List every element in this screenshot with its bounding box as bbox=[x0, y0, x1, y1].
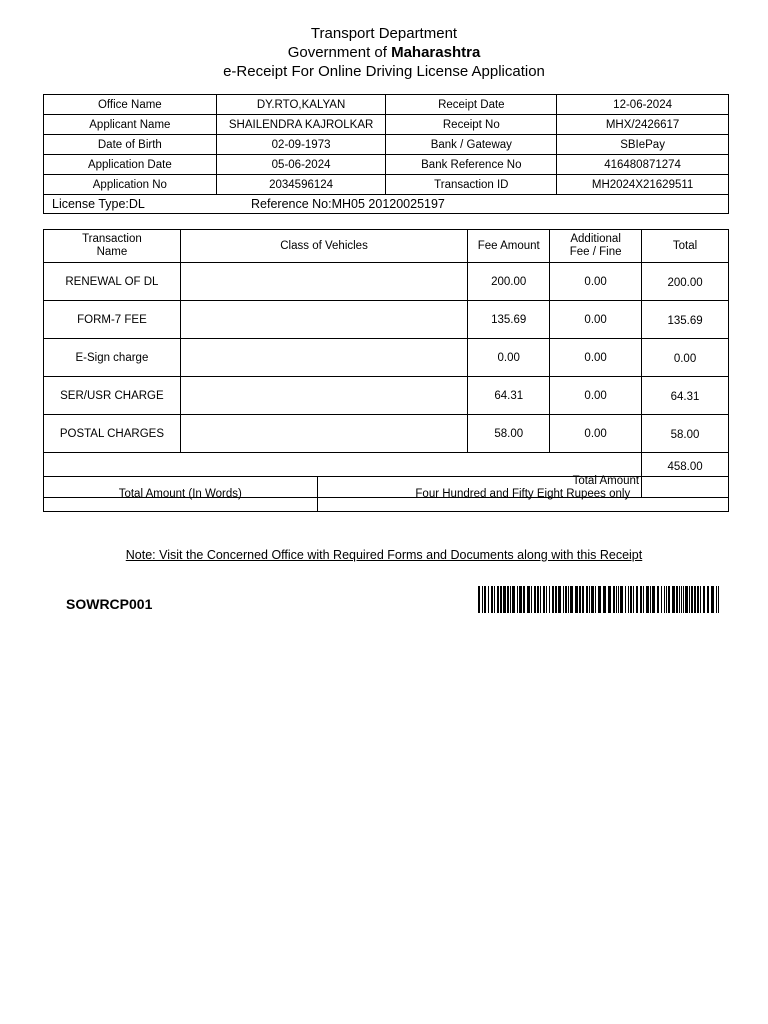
info-row bbox=[44, 95, 729, 115]
department-title: Transport Department bbox=[310, 25, 458, 42]
barcode-icon bbox=[478, 586, 720, 613]
transaction-name: POSTAL CHARGES bbox=[44, 415, 181, 453]
total-amount-value: 458.00 bbox=[642, 453, 729, 498]
fee-column-header: Total bbox=[642, 230, 729, 263]
fee-row bbox=[44, 263, 729, 301]
row-total: 0.00 bbox=[642, 339, 729, 377]
receipt-header bbox=[0, 24, 768, 81]
office-note: Note: Visit the Concerned Office with Required Forms and Documents along with this Receipt bbox=[125, 548, 643, 562]
receipt-title: e-Receipt For Online Driving License Application bbox=[223, 63, 545, 80]
reference-number: Reference No:MH05 20120025197 bbox=[251, 197, 445, 211]
transaction-name: RENEWAL OF DL bbox=[44, 263, 181, 301]
info-value: 02-09-1973 bbox=[216, 135, 386, 155]
info-value: SBIePay bbox=[557, 135, 729, 155]
fee-amount: 200.00 bbox=[468, 263, 550, 301]
info-label: Bank Reference No bbox=[386, 155, 557, 175]
row-total: 64.31 bbox=[642, 377, 729, 415]
info-row bbox=[44, 135, 729, 155]
info-label: Bank / Gateway bbox=[386, 135, 557, 155]
vehicle-class bbox=[180, 377, 467, 415]
info-label: Date of Birth bbox=[44, 135, 217, 155]
fee-amount: 0.00 bbox=[468, 339, 550, 377]
info-value: 416480871274 bbox=[557, 155, 729, 175]
fee-table bbox=[43, 229, 729, 498]
info-value: 05-06-2024 bbox=[216, 155, 386, 175]
row-total: 135.69 bbox=[642, 301, 729, 339]
additional-fee: 0.00 bbox=[550, 301, 642, 339]
transaction-name: SER/USR CHARGE bbox=[44, 377, 181, 415]
row-total: 200.00 bbox=[642, 263, 729, 301]
info-value: MH2024X21629511 bbox=[557, 175, 729, 195]
vehicle-class bbox=[180, 301, 467, 339]
license-reference-cell bbox=[44, 195, 729, 214]
fee-row bbox=[44, 339, 729, 377]
info-label: Receipt No bbox=[386, 115, 557, 135]
fee-column-header: Class of Vehicles bbox=[180, 230, 467, 263]
state-name: Maharashtra bbox=[391, 44, 481, 61]
transaction-name: E-Sign charge bbox=[44, 339, 181, 377]
fee-column-header: Additional Fee / Fine bbox=[550, 230, 642, 263]
additional-fee: 0.00 bbox=[550, 415, 642, 453]
fee-row bbox=[44, 301, 729, 339]
info-value: 2034596124 bbox=[216, 175, 386, 195]
info-row bbox=[44, 175, 729, 195]
info-row bbox=[44, 115, 729, 135]
info-value: 12-06-2024 bbox=[557, 95, 729, 115]
total-amount-label: Total Amount bbox=[44, 453, 642, 498]
info-label: Transaction ID bbox=[386, 175, 557, 195]
info-value: MHX/2426617 bbox=[557, 115, 729, 135]
row-total: 58.00 bbox=[642, 415, 729, 453]
receipt-code: SOWRCP001 bbox=[66, 596, 153, 612]
fee-column-header: Transaction Name bbox=[44, 230, 181, 263]
vehicle-class bbox=[180, 415, 467, 453]
vehicle-class bbox=[180, 339, 467, 377]
government-line bbox=[0, 43, 768, 62]
info-label: Application Date bbox=[44, 155, 217, 175]
additional-fee: 0.00 bbox=[550, 263, 642, 301]
additional-fee: 0.00 bbox=[550, 339, 642, 377]
amount-in-words-table bbox=[43, 476, 729, 512]
amount-words-label: Total Amount (In Words) bbox=[44, 477, 318, 512]
fee-amount: 135.69 bbox=[468, 301, 550, 339]
applicant-info-table bbox=[43, 94, 729, 214]
info-row bbox=[44, 155, 729, 175]
fee-column-header: Fee Amount bbox=[468, 230, 550, 263]
info-label: Application No bbox=[44, 175, 217, 195]
info-value: SHAILENDRA KAJROLKAR bbox=[216, 115, 386, 135]
info-label: Receipt Date bbox=[386, 95, 557, 115]
fee-row bbox=[44, 377, 729, 415]
additional-fee: 0.00 bbox=[550, 377, 642, 415]
fee-row bbox=[44, 415, 729, 453]
info-value: DY.RTO,KALYAN bbox=[216, 95, 386, 115]
fee-header-row bbox=[44, 230, 729, 263]
license-type: License Type:DL bbox=[52, 197, 145, 211]
license-reference-row bbox=[44, 195, 729, 214]
info-label: Office Name bbox=[44, 95, 217, 115]
transaction-name: FORM-7 FEE bbox=[44, 301, 181, 339]
fee-amount: 64.31 bbox=[468, 377, 550, 415]
vehicle-class bbox=[180, 263, 467, 301]
info-label: Applicant Name bbox=[44, 115, 217, 135]
government-prefix: Government of bbox=[287, 44, 387, 61]
fee-amount: 58.00 bbox=[468, 415, 550, 453]
amount-words-value: Four Hundred and Fifty Eight Rupees only bbox=[317, 477, 728, 512]
